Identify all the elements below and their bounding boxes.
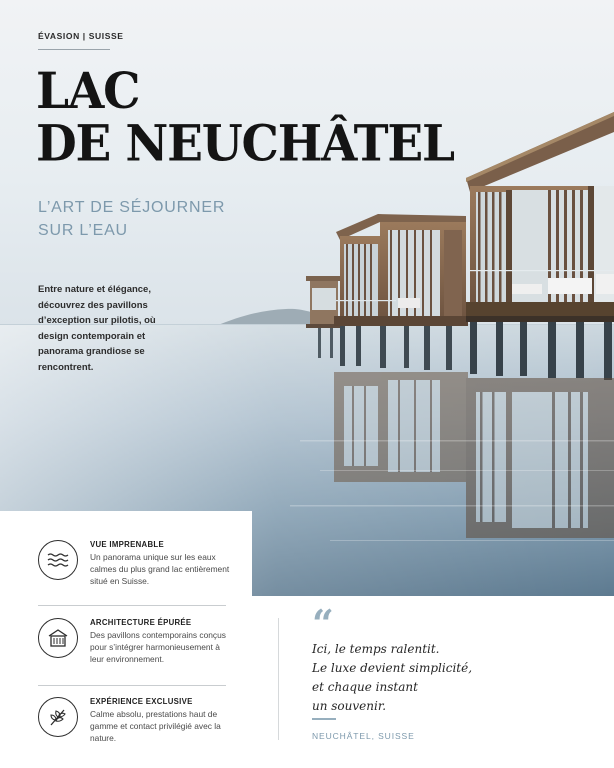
page-subtitle xyxy=(38,196,225,242)
quote-line-4: un souvenir. xyxy=(312,699,387,713)
quote-location: NEUCHÂTEL, SUISSE xyxy=(312,731,415,741)
subtitle-line-2: SUR L’EAU xyxy=(38,222,128,239)
title-line-2: DE NEUCHÂTEL xyxy=(36,115,454,174)
pull-quote xyxy=(312,640,592,716)
quote-mark-icon: “ xyxy=(312,601,334,646)
feature-description: Des pavillons contemporains conçus pour s’intégrer harmonieusement à leur environnement. xyxy=(90,630,226,664)
feature-divider xyxy=(38,685,226,686)
section-kicker: ÉVASION | SUISSE xyxy=(38,31,124,41)
feature-title: EXPÉRIENCE EXCLUSIVE xyxy=(90,697,193,706)
quote-line-3: et chaque instant xyxy=(312,680,418,694)
feature-description: Un panorama unique sur les eaux calmes du plus grand lac entièrement situé en Suisse. xyxy=(90,552,230,586)
feature-description: Calme absolu, prestations haut de gamme et contact privilégié avec la nature. xyxy=(90,709,221,743)
intro-paragraph: Entre nature et élégance, découvrez des pavillons d’exception sur pilotis, où design contemporain et panorama grandiose se rencontrent. xyxy=(38,284,156,373)
quote-divider xyxy=(312,718,336,720)
column-divider xyxy=(278,618,279,740)
quote-line-1: Ici, le temps ralentit. xyxy=(312,642,440,656)
feature-title: ARCHITECTURE ÉPURÉE xyxy=(90,618,192,627)
kicker-divider xyxy=(38,49,110,50)
page-title xyxy=(36,62,454,174)
waves-icon xyxy=(38,540,78,580)
feature-title: VUE IMPRENABLE xyxy=(90,540,164,549)
title-line-1: LAC xyxy=(36,62,140,121)
house-icon xyxy=(38,618,78,658)
feature-divider xyxy=(38,605,226,606)
subtitle-line-1: L’ART DE SÉJOURNER xyxy=(38,199,226,216)
leaf-icon xyxy=(38,697,78,737)
quote-line-2: Le luxe devient simplicité, xyxy=(312,661,473,675)
